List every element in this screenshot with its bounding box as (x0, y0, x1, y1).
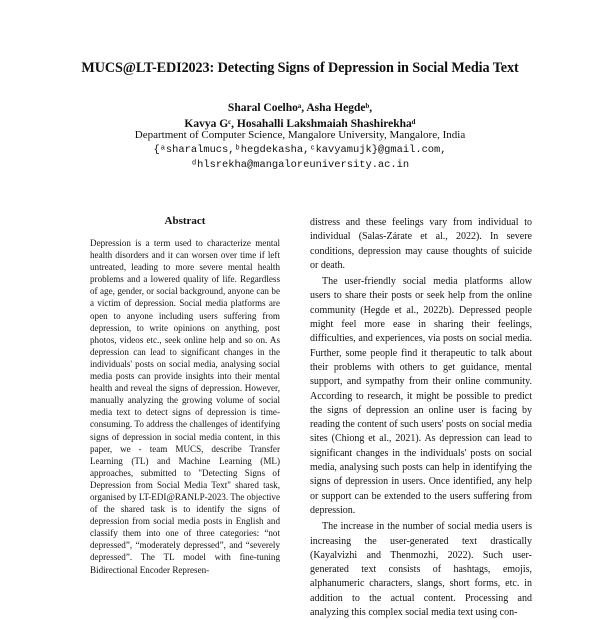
email-line-1: {ᵃsharalmucs,ᵇhegdekasha,ᶜkavyamujk}@gmail.com, (153, 144, 447, 156)
affiliation: Department of Computer Science, Mangalore University, Mangalore, India (134, 129, 466, 141)
email-line-2: ᵈhlsrekha@mangaloreuniversity.ac.in (190, 159, 410, 171)
authors-line-1: Sharal Coelhoᵃ, Asha Hegdeᵇ, (227, 102, 373, 114)
body-paragraph-1: distress and these feelings vary from individual to individual (Salas-Zárate et al., 2022). In severe conditions, depression may cause thoughts of suicide or death. (310, 217, 532, 271)
authors-line-2: Kavya Gᶜ, Hosahalli Lakshmaiah Shashirekhaᵈ (184, 118, 416, 130)
affiliation-block (0, 128, 600, 173)
abstract-text: Depression is a term used to characterize mental health disorders and it can worsen over time if left untreated, leading to more severe mental health problems and a lowered quality of life. Regardless of age, gender, or social background, anyone can be a victim of depression. Social media platforms are open to anyone including users suffering from depression, to write opinions on anything, post photos, videos etc., seek online help and so on. As depression can lead to significant changes in the individuals' posts on social media, analysing social media posts can provide insights into their mental health and reveal the signs of depression. However, manually analyzing the growing volume of social media text to detect signs of depression is time-consuming. To address the challenges of identifying signs of depression in social media content, in this paper, we - team MUCS, describe Transfer Learning (TL) and Machine Learning (ML) approaches, submitted to "Detecting Signs of Depression from Social Media Text" shared task, organised by LT-EDI@RANLP-2023. The objective of the shared task is to identify the signs of depression from social media posts in English and classify them into one of three categories: “not depressed”, “moderately depressed”, and “severely depressed”. The TL model with fine-tuning Bidirectional Encoder Represen- (90, 238, 280, 575)
body-paragraph-3: The increase in the number of social media users is increasing the user-generated text drastically (Kayalvizhi and Thenmozhi, 2022). Such user-generated text consists of hashtags, emojis, alphanumeric characters, slangs, short forms, etc. in addition to the actual content. Processing and analyzing this complex social media text using con- (310, 521, 532, 619)
body-paragraph-2: The user-friendly social media platforms allow users to share their posts or seek help from the online community (Hegde et al., 2022b). Depressed people might feel more ease in sharing their feelings, difficulties, and experiences, via posts on social media. Further, some people find it therapeutic to talk about their problems with others to get guidance, mental support, and sympathy from their online community. According to research, it might be possible to predict the signs of depression an online user is facing by reading the content of such users' posts on social media sites (Chiong et al., 2021). As depression can lead to significant changes in the individuals' posts on social media, analysing such posts can help in identifying the signs of depression in users. Once identified, any help or support can be extended to the users suffering from depression. (310, 276, 532, 516)
abstract-heading: Abstract (164, 215, 206, 227)
body-column-right (310, 216, 532, 620)
paper-title: MUCS@LT-EDI2023: Detecting Signs of Depression in Social Media Text (81, 60, 519, 76)
